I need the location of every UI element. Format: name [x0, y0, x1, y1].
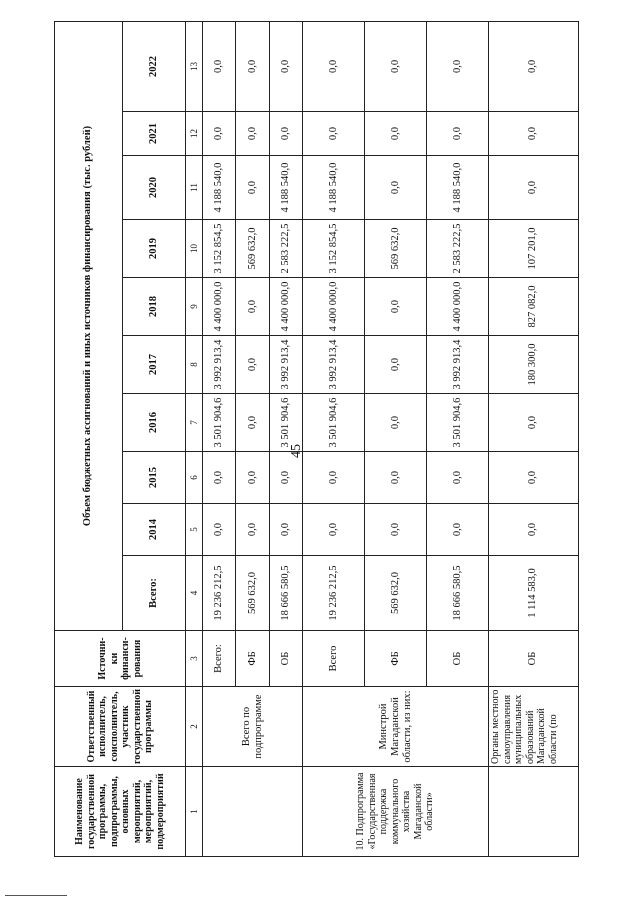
value-cell: 0,0: [236, 112, 269, 156]
value-cell: 0,0: [236, 336, 269, 394]
header-total: Всего:: [123, 556, 186, 631]
value-cell: 0,0: [365, 112, 427, 156]
source-cell: ФБ: [365, 631, 427, 687]
value-cell: 0,0: [489, 504, 579, 556]
header-year: 2021: [123, 112, 186, 156]
value-cell: 4 188 540,0: [269, 156, 302, 220]
value-cell: 18 666 580,5: [269, 556, 302, 631]
value-cell: 107 201,0: [489, 220, 579, 278]
header-year: 2017: [123, 336, 186, 394]
column-index: 13: [186, 21, 203, 111]
value-cell: 0,0: [365, 452, 427, 504]
column-index: 11: [186, 156, 203, 220]
table-row: [203, 21, 236, 856]
value-cell: 4 188 540,0: [203, 156, 236, 220]
source-cell: ОБ: [269, 631, 302, 687]
value-cell: 2 583 222,5: [269, 220, 302, 278]
header-source: Источни-ки финанси-рования: [55, 631, 186, 687]
value-cell: 4 188 540,0: [303, 156, 365, 220]
header-year: 2015: [123, 452, 186, 504]
value-cell: 0,0: [427, 504, 489, 556]
column-index: 10: [186, 220, 203, 278]
value-cell: 0,0: [236, 21, 269, 111]
value-cell: 0,0: [489, 112, 579, 156]
table-row: [303, 21, 365, 856]
value-cell: 0,0: [236, 278, 269, 336]
value-cell: 0,0: [427, 21, 489, 111]
value-cell: 0,0: [269, 504, 302, 556]
value-cell: 569 632,0: [365, 556, 427, 631]
value-cell: 3 501 904,6: [303, 394, 365, 452]
value-cell: 0,0: [365, 21, 427, 111]
value-cell: 3 992 913,4: [427, 336, 489, 394]
value-cell: 0,0: [365, 394, 427, 452]
responsible-cell: Всего по подпрограмме: [203, 687, 303, 767]
value-cell: 180 300,0: [489, 336, 579, 394]
header-year: 2014: [123, 504, 186, 556]
value-cell: 0,0: [303, 452, 365, 504]
value-cell: 0,0: [236, 452, 269, 504]
value-cell: 19 236 212,5: [303, 556, 365, 631]
value-cell: 4 400 000,0: [203, 278, 236, 336]
header-volume: Объем бюджетных ассигнований и иных источников финансирования (тыс. рублей): [55, 21, 123, 630]
value-cell: 0,0: [365, 278, 427, 336]
value-cell: 0,0: [427, 112, 489, 156]
column-index: 1: [186, 767, 203, 857]
responsible-cell: Минстрой Магаданской области, из них:: [303, 687, 489, 767]
value-cell: 569 632,0: [236, 220, 269, 278]
value-cell: 0,0: [489, 21, 579, 111]
column-index: 5: [186, 504, 203, 556]
value-cell: 0,0: [203, 452, 236, 504]
value-cell: 3 992 913,4: [203, 336, 236, 394]
header-year: 2022: [123, 21, 186, 111]
value-cell: 3 501 904,6: [427, 394, 489, 452]
value-cell: 0,0: [236, 156, 269, 220]
value-cell: 3 152 854,5: [303, 220, 365, 278]
value-cell: 0,0: [303, 21, 365, 111]
footer-rule: [5, 895, 67, 896]
source-cell: ОБ: [489, 631, 579, 687]
page-number: 45: [289, 444, 304, 458]
header-year: 2019: [123, 220, 186, 278]
value-cell: 0,0: [236, 394, 269, 452]
value-cell: 0,0: [365, 504, 427, 556]
value-cell: 0,0: [427, 452, 489, 504]
value-cell: 0,0: [203, 21, 236, 111]
value-cell: 0,0: [489, 156, 579, 220]
subprogram-name-cell: 10. Подпрограмма «Государственная поддержка коммунального хозяйства Магаданской области»: [303, 767, 489, 857]
value-cell: 0,0: [303, 112, 365, 156]
column-index: 4: [186, 556, 203, 631]
source-cell: ОБ: [427, 631, 489, 687]
value-cell: 3 152 854,5: [203, 220, 236, 278]
value-cell: 3 501 904,6: [203, 394, 236, 452]
value-cell: 0,0: [269, 21, 302, 111]
responsible-cell: Органы местного самоуправления муниципальных образований Магаданской области (по: [489, 687, 579, 767]
source-cell: Всего: [303, 631, 365, 687]
column-index: 2: [186, 687, 203, 767]
name-cell-empty: [489, 767, 579, 857]
column-index: 6: [186, 452, 203, 504]
value-cell: 1 114 583,0: [489, 556, 579, 631]
header-year: 2020: [123, 156, 186, 220]
header-year: 2016: [123, 394, 186, 452]
value-cell: 0,0: [489, 452, 579, 504]
value-cell: 827 082,0: [489, 278, 579, 336]
value-cell: 0,0: [203, 112, 236, 156]
value-cell: 0,0: [236, 504, 269, 556]
value-cell: 0,0: [269, 112, 302, 156]
value-cell: 0,0: [365, 336, 427, 394]
value-cell: 0,0: [269, 452, 302, 504]
value-cell: 2 583 222,5: [427, 220, 489, 278]
rotated-table-wrapper: [54, 22, 579, 857]
source-cell: Всего:: [203, 631, 236, 687]
value-cell: 0,0: [203, 504, 236, 556]
name-cell-empty: [203, 767, 303, 857]
column-index: 3: [186, 631, 203, 687]
source-cell: ФБ: [236, 631, 269, 687]
value-cell: 0,0: [489, 394, 579, 452]
value-cell: 18 666 580,5: [427, 556, 489, 631]
header-name: Наименование государственной программы, подпрограммы, основных мероприятий, мероприятий, подмероприятий: [55, 767, 186, 857]
column-index: 9: [186, 278, 203, 336]
value-cell: 569 632,0: [236, 556, 269, 631]
column-index: 12: [186, 112, 203, 156]
budget-table: [54, 21, 579, 857]
value-cell: 3 992 913,4: [303, 336, 365, 394]
value-cell: 0,0: [303, 504, 365, 556]
value-cell: 4 400 000,0: [269, 278, 302, 336]
column-index: 8: [186, 336, 203, 394]
value-cell: 3 501 904,6: [269, 394, 302, 452]
table-row: [489, 21, 579, 856]
value-cell: 4 188 540,0: [427, 156, 489, 220]
value-cell: 0,0: [365, 156, 427, 220]
value-cell: 4 400 000,0: [427, 278, 489, 336]
value-cell: 3 992 913,4: [269, 336, 302, 394]
header-responsible: Ответственный исполнитель, соисполнитель, участник государственной программы: [55, 687, 186, 767]
value-cell: 19 236 212,5: [203, 556, 236, 631]
column-index-row: [186, 21, 203, 856]
value-cell: 569 632,0: [365, 220, 427, 278]
value-cell: 4 400 000,0: [303, 278, 365, 336]
column-index: 7: [186, 394, 203, 452]
header-year: 2018: [123, 278, 186, 336]
